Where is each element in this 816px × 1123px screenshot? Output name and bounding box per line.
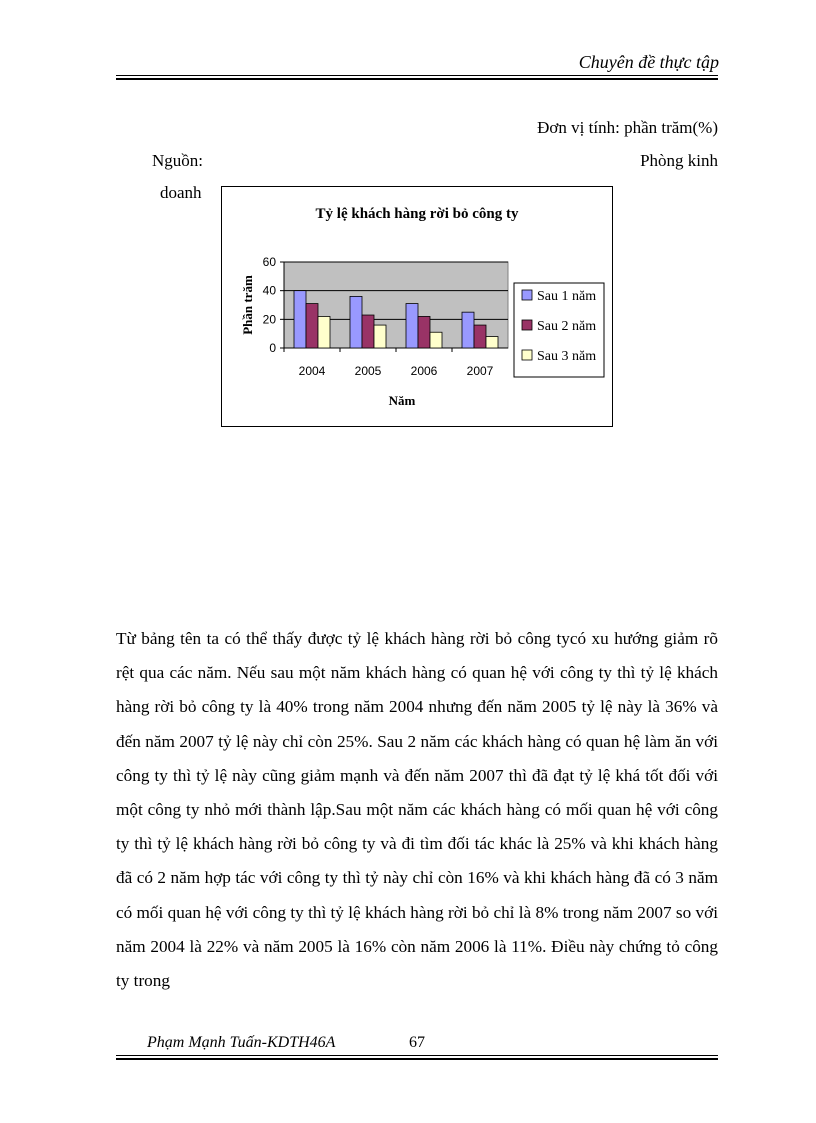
unit-note: Đơn vị tính: phần trăm(%) (537, 118, 718, 137)
source-label: Nguồn: (152, 151, 203, 170)
legend-label: Sau 3 năm (537, 349, 597, 364)
y-tick-label: 60 (262, 255, 276, 269)
bar-sau-2-năm (306, 304, 318, 348)
y-axis-label: Phần trăm (240, 275, 255, 335)
legend-swatch (522, 350, 532, 360)
bar-sau-3-năm (374, 325, 386, 348)
bar-sau-1-năm (350, 296, 362, 348)
bar-sau-2-năm (362, 315, 374, 348)
x-tick-label: 2004 (298, 364, 326, 378)
body-paragraph: Từ bảng tên ta có thể thấy được tỷ lệ khách hàng rời bỏ công tycó xu hướng giảm rõ rệt qua các năm. Nếu sau một năm khách hàng có quan hệ với công ty thì tỷ lệ khách hàng rời bỏ công ty là 40% trong năm 2004 nhưng đến năm 2005 tỷ lệ này là 36% và đến năm 2007 tỷ lệ này chỉ còn 25%. Sau 2 năm các khách hàng có quan hệ làm ăn với công ty thì tỷ lệ này cũng giảm mạnh và đến năm 2007 thì đã đạt tỷ lệ khá tốt đối với một công ty nhỏ mới thành lập.Sau một năm các khách hàng có mối quan hệ với công ty thì tỷ lệ khách hàng rời bỏ công ty và đi tìm đối tác khác là 25% và khi khách hàng đã có 2 năm hợp tác với công ty thì tỷ này chỉ còn 16% và khi khách hàng đã có 3 năm có mối quan hệ với công ty thì tỷ lệ khách hàng rời bỏ chỉ là 8% trong năm 2007 so với năm 2004 là 22% và năm 2005 là 16% còn năm 2006 là 11%. Điều này chứng tỏ công ty trong (116, 629, 718, 991)
source-value-line1: Phòng kinh (640, 151, 718, 170)
page-number: 67 (409, 1034, 425, 1051)
bar-chart (222, 187, 614, 428)
bar-sau-2-năm (474, 325, 486, 348)
footer-author: Phạm Mạnh Tuấn-KDTH46A (147, 1034, 336, 1051)
legend-label: Sau 2 năm (537, 319, 597, 334)
x-tick-label: 2006 (410, 364, 438, 378)
bar-sau-1-năm (462, 312, 474, 348)
header-title: Chuyên đề thực tập (578, 52, 719, 72)
header-rule-thin (116, 75, 718, 76)
footer-rule-thick (116, 1058, 718, 1060)
header-rule-thick (116, 78, 718, 80)
chart-title: Tỷ lệ khách hàng rời bỏ công ty (315, 206, 519, 222)
legend-swatch (522, 320, 532, 330)
source-value-line2: doanh (160, 183, 202, 202)
footer-rule-thin (116, 1055, 718, 1056)
bar-sau-3-năm (430, 332, 442, 348)
bar-sau-3-năm (318, 316, 330, 348)
bar-sau-2-năm (418, 316, 430, 348)
bar-sau-1-năm (406, 304, 418, 348)
chart-frame (221, 186, 613, 427)
x-tick-label: 2005 (354, 364, 382, 378)
bar-sau-1-năm (294, 291, 306, 348)
bar-sau-3-năm (486, 337, 498, 348)
y-tick-label: 20 (262, 312, 276, 327)
x-axis-label: Năm (388, 393, 416, 408)
x-tick-label: 2007 (466, 364, 494, 378)
legend-label: Sau 1 năm (537, 289, 597, 304)
legend-swatch (522, 290, 532, 300)
y-tick-label: 40 (262, 283, 276, 298)
y-tick-label: 0 (269, 341, 276, 355)
